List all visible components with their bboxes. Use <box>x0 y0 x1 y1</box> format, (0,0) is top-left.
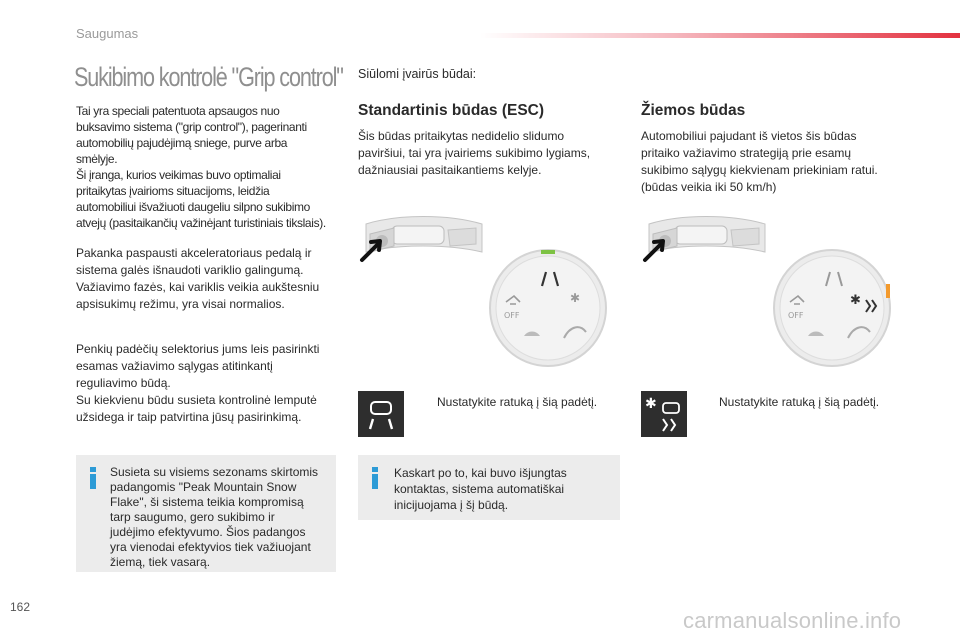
snow-icon: ✱ <box>570 291 581 305</box>
modes-intro: Siūlomi įvairūs būdai: <box>358 67 477 81</box>
text-line: paviršiui, tai yra įvairiems sukibimo lygiams, <box>358 146 591 160</box>
esc-heading: Standartinis būdas (ESC) <box>358 102 545 119</box>
text-line: Susieta su visiems sezonams skirtomis <box>110 465 319 479</box>
selector-paragraph <box>76 341 348 426</box>
text-line: reguliavimo būdą. <box>76 376 171 390</box>
text-line: Važiavimo fazės, kai variklis veikia aukštesniu <box>76 280 320 294</box>
mode-dial-esc <box>486 246 610 370</box>
text-line: kontaktas, sistema automatiškai <box>394 482 565 496</box>
text-line: užsidega ir taip patvirtina jūsų pasirinkimą. <box>76 410 302 424</box>
text-line: Ši įranga, kurios veikimas buvo optimaliai <box>76 168 281 182</box>
page-title: Sukibimo kontrolė "Grip control" <box>74 62 343 92</box>
active-indicator-green <box>541 250 555 254</box>
text-line: automobiliui išvažiuoti daugeliu silpno sukibimo <box>76 200 311 214</box>
text-line: judėjimo efektyvumo. Šios padangos <box>110 525 306 539</box>
esc-mode-icon <box>358 391 404 437</box>
text-line: pritaikytas įvairioms situacijoms, leidžia <box>76 184 270 198</box>
text-line: Pakanka paspausti akceleratoriaus pedalą ir <box>76 246 312 260</box>
active-indicator-orange <box>886 284 890 298</box>
text-line: smėlyje. <box>76 152 118 166</box>
mode-dial-winter <box>770 246 894 370</box>
text-line: dažniausiai pasitaikantiems kelyje. <box>358 163 542 177</box>
text-line: apsisukimų režimu, yra visai normalios. <box>76 297 285 311</box>
accelerator-paragraph <box>76 245 348 313</box>
info-icon <box>372 467 378 489</box>
watermark: carmanualsonline.info <box>683 608 902 633</box>
text-line: Penkių padėčių selektorius jums leis pasirinkti <box>76 342 320 356</box>
text-line: tarp saugumo, gero sukibimo ir <box>110 510 275 524</box>
text-line: žiemą, tiek vasarą. <box>110 555 211 569</box>
off-label: OFF <box>788 311 804 320</box>
esc-description <box>358 128 620 179</box>
winter-description <box>641 128 903 196</box>
text-line: padangomis "Peak Mountain Snow <box>110 480 297 494</box>
text-line: atvejų (pasitaikančių važinėjant turistiniais tikslais). <box>76 216 326 230</box>
text-line: automobilių pajudėjimą sniege, purve arba <box>76 136 288 150</box>
info-icon <box>90 467 96 489</box>
winter-heading: Žiemos būdas <box>641 102 746 119</box>
text-line: Su kiekvienu būdu susieta kontrolinė lemputė <box>76 393 317 407</box>
page-number: 162 <box>10 600 31 614</box>
section-label: Saugumas <box>76 26 139 41</box>
dashboard-illustration <box>358 208 486 268</box>
text-line: yra vienodai efektyvios tiek važiuojant <box>110 540 311 554</box>
text-line: inicijuojama į šį būdą. <box>394 498 509 512</box>
text-line: Automobiliui pajudant iš vietos šis būdas <box>641 129 857 143</box>
esc-instruction: Nustatykite ratuką į šią padėtį. <box>437 395 598 409</box>
header-accent-bar <box>480 33 960 38</box>
winter-mode-icon <box>641 391 687 437</box>
svg-text:✱: ✱ <box>645 396 657 412</box>
intro-paragraph <box>76 103 348 231</box>
text-line: Šis būdas pritaikytas nedidelio slidumo <box>358 129 565 143</box>
tyre-info-box <box>76 455 336 572</box>
snow-icon: ✱ <box>850 293 861 308</box>
text-line: sistema galės išnaudoti variklio galingumą. <box>76 263 304 277</box>
text-line: Tai yra speciali patentuota apsaugos nuo <box>76 104 280 118</box>
text-line: Flake", ši sistema teikia kompromisą <box>110 495 304 509</box>
text-line: pritaiko važiavimo strategiją prie esamų <box>641 146 852 160</box>
off-label: OFF <box>504 311 520 320</box>
text-line: (būdas veikia iki 50 km/h) <box>641 180 777 194</box>
winter-instruction: Nustatykite ratuką į šią padėtį. <box>719 395 880 409</box>
text-line: buksavimo sistema ("grip control"), pagerinanti <box>76 120 307 134</box>
text-line: sukibimo sąlygų kiekvienam priekiniam ratui. <box>641 163 878 177</box>
text-line: Kaskart po to, kai buvo išjungtas <box>394 466 567 480</box>
dashboard-illustration <box>641 208 769 268</box>
esc-info-box <box>358 455 620 520</box>
text-line: esamas važiavimo sąlygas atitinkantį <box>76 359 273 373</box>
